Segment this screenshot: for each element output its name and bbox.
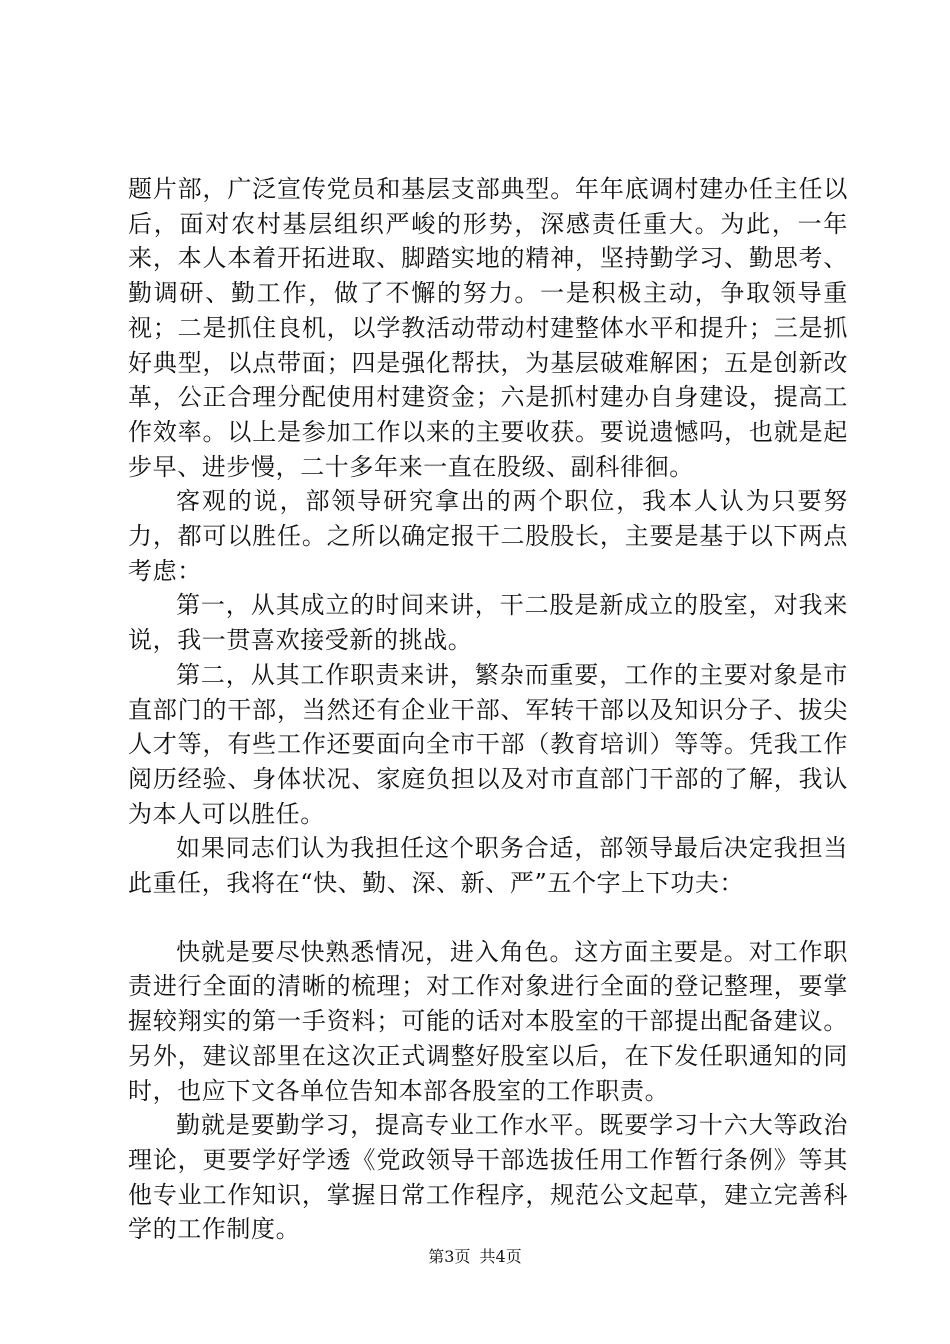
paragraph-first-reason: 第一，从其成立的时间来讲，干二股是新成立的股室，对我来说，我一贯喜欢接受新的挑战。 <box>128 591 848 655</box>
paragraph-fast: 快就是要尽快熟悉情况，进入角色。这方面主要是。对工作职责进行全面的清晰的梳理；对工作对象进行全面的登记整理，要掌握较翔实的第一手资料；可能的话对本股室的干部提出配备建议。另外，建议部里在这次正式调整好股室以后，在下发任职通知的同时，也应下文各单位告知本部各股室的工作职责。 <box>128 937 848 1105</box>
paragraph-continuation: 题片部，广泛宣传党员和基层支部典型。年年底调村建办任主任以后，面对农村基层组织严峻的形势，深感责任重大。为此，一年来，本人本着开拓进取、脚踏实地的精神，坚持勤学习、勤思考、勤调研、勤工作，做了不懈的努力。一是积极主动，争取领导重视；二是抓住良机，以学教活动带动村建整体水平和提升；三是抓好典型，以点带面；四是强化帮扶，为基层破难解困；五是创新改革，公正合理分配使用村建资金；六是抓村建办自身建设，提高工作效率。以上是参加工作以来的主要收获。要说遗憾吗，也就是起步早、进步慢，二十多年来一直在股级、副科徘徊。 <box>128 175 848 481</box>
paragraph-objective-view: 客观的说，部领导研究拿出的两个职位，我本人认为只要努力，都可以胜任。之所以确定报干二股股长，主要是基于以下两点考虑： <box>128 487 848 585</box>
page-footer <box>0 1244 950 1267</box>
paragraph-commitment: 如果同志们认为我担任这个职务合适，部领导最后决定我担当此重任，我将在“快、勤、深、新、严”五个字上下功夫： <box>128 834 848 898</box>
paragraph-diligent: 勤就是要勤学习，提高专业工作水平。既要学习十六大等政治理论，更要学好学透《党政领导干部选拔任用工作暂行条例》等其他专业工作知识，掌握日常工作程序，规范公文起草，建立完善科学的工作制度。 <box>128 1111 848 1244</box>
paragraph-second-reason: 第二，从其工作职责来讲，繁杂而重要，工作的主要对象是市直部门的干部，当然还有企业干部、军转干部以及知识分子、拔尖人才等，有些工作还要面向全市干部（教育培训）等等。凭我工作阅历经验、身体状况、家庭负担以及对市直部门干部的了解，我认为本人可以胜任。 <box>128 660 848 828</box>
page-total: 共4页 <box>479 1247 522 1266</box>
document-body <box>128 172 848 1247</box>
page-number: 第3页 <box>428 1247 471 1266</box>
